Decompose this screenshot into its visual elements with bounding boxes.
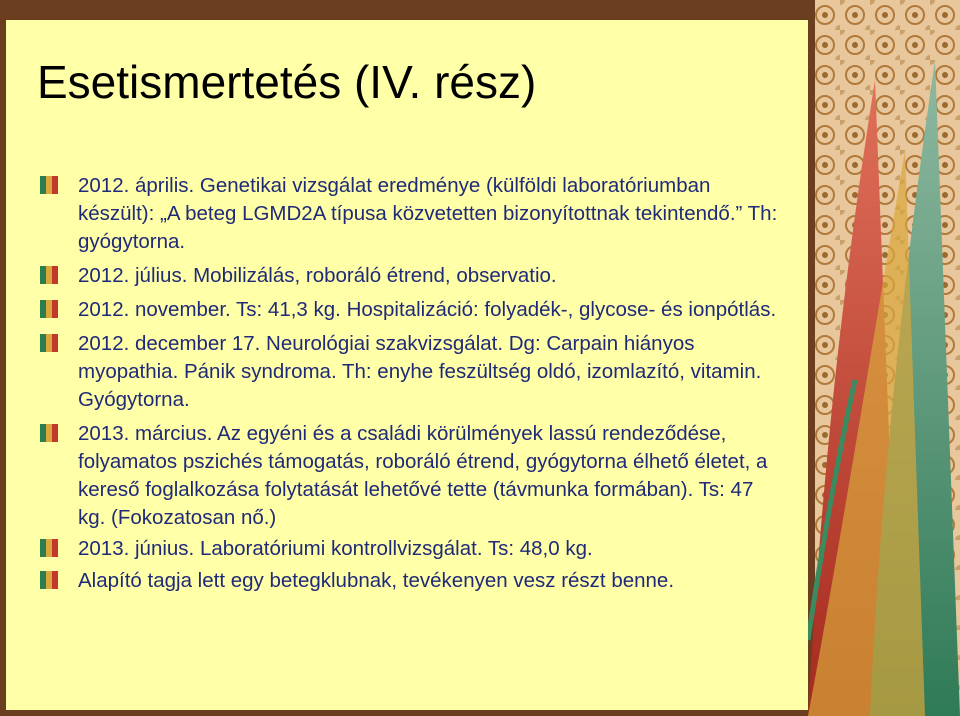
bullet-text: 2013. március. Az egyéni és a családi körülmények lassú rendeződése, folyamatos pszichés támogatás, roboráló étrend, gyógytorna élhető életet, a kereső foglalkozása folytatását lehetővé tette (távmunka formában). Ts: 47 kg. (Fokozatosan nő.) [78, 422, 768, 529]
bullet-item [38, 262, 778, 290]
striped-square-bullet-icon [40, 539, 58, 557]
bullet-item [38, 420, 778, 532]
bullet-text: 2013. június. Laboratóriumi kontrollvizsgálat. Ts: 48,0 kg. [78, 537, 593, 560]
bullet-item [38, 172, 778, 256]
bullet-list [38, 172, 778, 595]
bullet-text: 2012. július. Mobilizálás, roboráló étrend, observatio. [78, 264, 557, 287]
striped-square-bullet-icon [40, 571, 58, 589]
striped-square-bullet-icon [40, 300, 58, 318]
slide-title: Esetismertetés (IV. rész) [37, 56, 537, 108]
striped-square-bullet-icon [40, 176, 58, 194]
striped-square-bullet-icon [40, 424, 58, 442]
striped-square-bullet-icon [40, 266, 58, 284]
bullet-item [38, 535, 778, 563]
bullet-item [38, 296, 778, 324]
bullet-text: 2012. november. Ts: 41,3 kg. Hospitalizáció: folyadék-, glycose- és ionpótlás. [78, 298, 777, 321]
bullet-text: 2012. december 17. Neurológiai szakvizsgálat. Dg: Carpain hiányos myopathia. Pánik syndroma. Th: enyhe feszültség oldó, izomlazító, vitamin. Gyógytorna. [78, 332, 762, 411]
bullet-text: 2012. április. Genetikai vizsgálat eredménye (külföldi laboratóriumban készült): „A beteg LGMD2A típusa közvetetten bizonyítottnak tekintendő.” Th: gyógytorna. [78, 174, 778, 253]
bullet-text: Alapító tagja lett egy betegklubnak, tevékenyen vesz részt benne. [78, 569, 675, 592]
bullet-item [38, 330, 778, 414]
striped-square-bullet-icon [40, 334, 58, 352]
bullet-item [38, 567, 778, 595]
